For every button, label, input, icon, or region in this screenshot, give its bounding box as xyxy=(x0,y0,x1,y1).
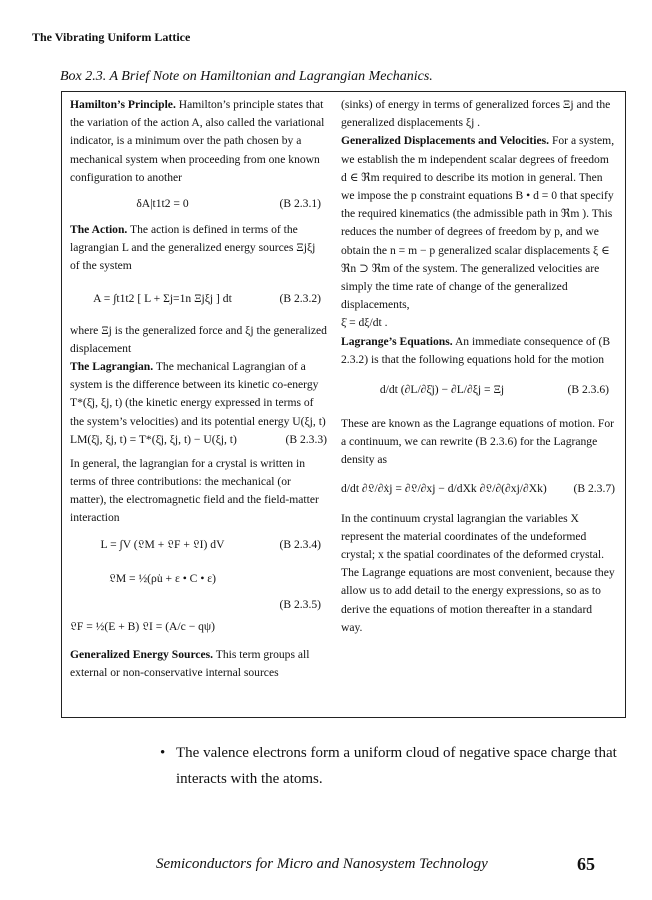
equation-b236 xyxy=(341,369,615,415)
gd-text: For a system, we establish the m independent scalar degrees of freedom d ∈ ℜm required to describe its motion in general. Then we impose the p constraint equations B • d = 0 that specify the required kinematics (the admissible path in ℜm ). This reduces the number of degrees of freedom by p, and we obtain the n = m − p generalized scalar displacements ξ ∈ ℜn ⊃ ℜm of the system. The generalized velocities are simply the time rate of change of the generalized displacements, xyxy=(341,134,615,312)
le-paragraph xyxy=(341,333,615,369)
sources-paragraph xyxy=(70,646,327,682)
equation-b232 xyxy=(70,276,327,322)
equation-b235-label xyxy=(70,596,327,612)
where-paragraph: where Ξj is the generalized force and ξj the generalized displacement xyxy=(70,323,327,355)
equation-b235b-body: 𝔏F = ½(E + B) 𝔏I = (A/c − qψ) xyxy=(70,619,216,633)
equation-b233-number: (B 2.3.3) xyxy=(285,432,327,446)
bullet-text: The valence electrons form a uniform cloud of negative space charge that interacts with the atoms. xyxy=(176,745,617,787)
equation-b237-body: d/dt ∂𝔏/∂ẋj = ∂𝔏/∂xj − d/dXk ∂𝔏/∂(∂xj/∂Xk) xyxy=(341,481,547,495)
equation-b231 xyxy=(70,187,327,221)
right-column xyxy=(341,96,615,637)
equation-b236-body: d/dt (∂L/∂ξ̇j) − ∂L/∂ξj = Ξj xyxy=(379,383,505,397)
equation-b237-number: (B 2.3.7) xyxy=(573,481,615,495)
equation-b235b xyxy=(70,612,327,646)
equation-b231-number: (B 2.3.1) xyxy=(279,197,321,211)
lagrangian-text: The mechanical Lagrangian of a system is the difference between its kinetic co-energy T*(ξ̇j, ξj, t) (the kinetic energy expressed in terms of the system’s velocities) and its potential energy U(ξj, t) xyxy=(70,360,326,428)
equation-b235a xyxy=(70,562,327,596)
equation-b231-body: δA|t1t2 = 0 xyxy=(136,197,189,211)
hamilton-text: Hamilton’s principle states that the variation of the action A, also called the variational indicator, is a minimum over the path chosen by a mechanical system when proceeding from one known configuration to another xyxy=(70,98,325,184)
crystal-paragraph: In general, the lagrangian for a crystal is written in terms of three contributions: the mechanical (or matter), the electromagnetic field and the field-matter interaction xyxy=(70,456,319,525)
bullet-dot-icon: • xyxy=(160,745,166,761)
equation-b234-body: L = ∫V (𝔏M + 𝔏F + 𝔏I) dV xyxy=(100,537,225,551)
equation-b232-body: A = ∫t1t2 [ L + Σj=1n Ξjξj ] dt xyxy=(93,291,232,305)
continuum-paragraph: These are known as the Lagrange equations of motion. For a continuum, we can rewrite (B 2.3.6) for the Lagrange density as xyxy=(341,417,615,467)
lagrangian-paragraph xyxy=(70,358,327,431)
footer-title: Semiconductors for Micro and Nanosystem Technology xyxy=(156,856,488,872)
equation-b234-number: (B 2.3.4) xyxy=(279,537,321,551)
sources-text: This term groups all external or non-conservative internal sources xyxy=(70,647,310,679)
sinks-paragraph: (sinks) of energy in terms of generalized forces Ξj and the generalized displacements ξj . xyxy=(341,98,611,130)
action-heading: The Action. xyxy=(70,223,128,237)
gd-paragraph xyxy=(341,132,615,314)
box-title: Box 2.3. A Brief Note on Hamiltonian and Lagrangian Mechanics. xyxy=(60,69,433,84)
gd-velocity-equation: ξ̇ = dξ/dt . xyxy=(341,316,388,330)
action-paragraph xyxy=(70,221,327,276)
left-column xyxy=(70,96,327,682)
action-text: The action is defined in terms of the lagrangian L and the generalized energy sources Ξjξj of the system xyxy=(70,223,316,273)
hamilton-paragraph xyxy=(70,96,327,187)
equation-b233-body: LM(ξ̇j, ξj, t) = T*(ξ̇j, ξj, t) − U(ξj, t) xyxy=(70,432,237,446)
le-text: An immediate consequence of (B 2.3.2) is that the following equations hold for the motion xyxy=(341,334,611,366)
equation-b233 xyxy=(70,431,327,455)
bullet-item xyxy=(160,740,630,792)
lagrangian-heading: The Lagrangian. xyxy=(70,360,154,374)
gd-heading: Generalized Displacements and Velocities. xyxy=(341,134,550,148)
hamilton-heading: Hamilton’s Principle. xyxy=(70,98,176,111)
equation-b235a-body: 𝔏M = ½(ρu̇ + ε • C • ε) xyxy=(108,571,217,585)
sidebar-box xyxy=(61,91,626,718)
page-number: 65 xyxy=(577,854,595,874)
equation-b232-number: (B 2.3.2) xyxy=(279,291,321,305)
sources-heading: Generalized Energy Sources. xyxy=(70,647,214,661)
equation-b235-number: (B 2.3.5) xyxy=(279,597,321,611)
equation-b237 xyxy=(341,470,615,510)
equation-b236-number: (B 2.3.6) xyxy=(567,383,609,397)
le-heading: Lagrange’s Equations. xyxy=(341,334,453,348)
equation-b234 xyxy=(70,528,327,562)
final-paragraph: In the continuum crystal lagrangian the variables X represent the material coordinates of the undeformed crystal; x the spatial coordinates of the deformed crystal. The Lagrange equations are most convenient, because they allow us to add detail to the energy expressions, so as to derive the equations of motion thereafter in a standard way. xyxy=(341,511,615,634)
running-head: The Vibrating Uniform Lattice xyxy=(32,30,191,44)
